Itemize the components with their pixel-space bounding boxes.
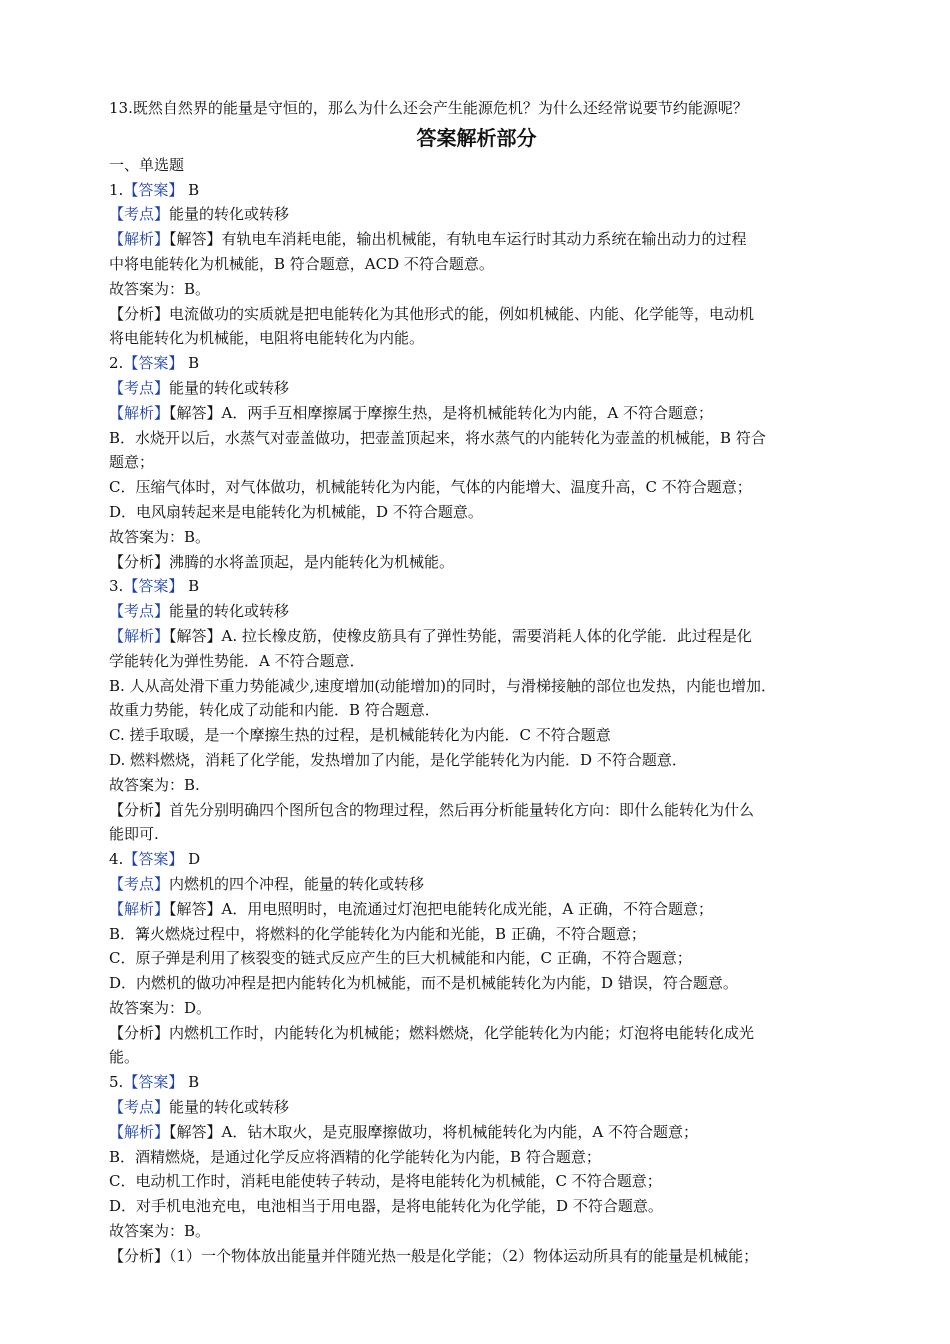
item-number: 3.: [109, 577, 124, 596]
fenxi-text: 沸腾的水将盖顶起，是内能转化为机械能。: [169, 552, 455, 571]
point-tag: 【考点】: [109, 874, 170, 893]
point-tag: 【考点】: [109, 378, 170, 397]
fenxi-text: 能。: [109, 1048, 140, 1067]
fenxi-line: [109, 798, 844, 823]
answer-line: [109, 178, 844, 203]
analysis-line: [109, 227, 844, 252]
page-title: 答案解析部分: [416, 125, 537, 150]
analysis-line: [109, 971, 844, 996]
fenxi-tag: 【分析】: [109, 1246, 170, 1265]
answer-tag: 【答案】: [123, 180, 184, 199]
answer-value: D: [183, 850, 201, 869]
analysis-line: [109, 401, 844, 426]
analysis-tag: 【解析】: [109, 403, 170, 422]
analysis-tag: 【解析】: [109, 1122, 170, 1141]
analysis-line: [109, 1120, 844, 1145]
analysis-text: A．钻木取火，是克服摩擦做功，将机械能转化为内能，A 不符合题意；: [221, 1122, 698, 1141]
point-line: [109, 376, 844, 401]
answer-line: [109, 847, 844, 872]
answer-tag: 【答案】: [123, 354, 184, 373]
final-answer: 故答案为：B.: [109, 775, 200, 794]
analysis-line: [109, 252, 844, 277]
analysis-text: 有轨电车消耗电能，输出机械能，有轨电车运行时其动力系统在输出动力的过程: [221, 230, 747, 249]
analysis-text: C．电动机工作时，消耗电能使转子转动，是将电能转化为机械能，C 不符合题意；: [109, 1172, 662, 1191]
analysis-text: 故重力势能，转化成了动能和内能．B 符合题意．: [109, 701, 440, 720]
item-number: 2.: [109, 354, 124, 373]
solve-tag: 【解答】: [169, 626, 222, 645]
answer-item: [109, 351, 844, 574]
analysis-text: B．篝火燃烧过程中，将燃料的化学能转化为内能和光能，B 正确，不符合题意；: [109, 924, 646, 943]
point-text: 能量的转化或转移: [169, 205, 290, 224]
analysis-text: A. 拉长橡皮筋，使橡皮筋具有了弹性势能，需要消耗人体的化学能．此过程是化: [221, 626, 752, 645]
analysis-text: D．内燃机的做功冲程是把内能转化为机械能，而不是机械能转化为内能，D 错误，符合题意。: [109, 974, 738, 993]
answer-tag: 【答案】: [123, 1073, 184, 1092]
section-heading: 一、单选题: [109, 155, 185, 174]
analysis-text: A．两手互相摩擦属于摩擦生热，是将机械能转化为内能，A 不符合题意；: [221, 403, 713, 422]
analysis-line: [109, 624, 844, 649]
answer-value: B: [183, 577, 200, 596]
fenxi-line: [109, 326, 844, 351]
analysis-text: C. 搓手取暖，是一个摩擦生热的过程，是机械能转化为内能．C 不符合题意: [109, 726, 611, 745]
answer-value: B: [183, 354, 200, 373]
analysis-text: D．电风扇转起来是电能转化为机械能，D 不符合题意。: [109, 502, 483, 521]
answer-value: B: [183, 180, 200, 199]
analysis-text: D. 燃料燃烧，消耗了化学能，发热增加了内能，是化学能转化为内能．D 不符合题意．: [109, 750, 687, 769]
answer-line: [109, 1070, 844, 1095]
answer-tag: 【答案】: [123, 850, 184, 869]
fenxi-tag: 【分析】: [109, 800, 170, 819]
point-text: 能量的转化或转移: [169, 1098, 290, 1117]
point-line: [109, 872, 844, 897]
fenxi-text: 内燃机工作时，内能转化为机械能；燃料燃烧，化学能转化为内能；灯泡将电能转化成光: [169, 1023, 755, 1042]
answer-item: [109, 1070, 844, 1268]
solve-tag: 【解答】: [169, 230, 222, 249]
fenxi-text: （1）一个物体放出能量并伴随光热一般是化学能；（2）物体运动所具有的能量是机械能；: [169, 1246, 759, 1265]
analysis-line: [109, 1145, 844, 1170]
fenxi-line: [109, 822, 844, 847]
answer-line: [109, 351, 844, 376]
point-text: 内燃机的四个冲程，能量的转化或转移: [169, 874, 425, 893]
fenxi-line: [109, 302, 844, 327]
item-number: 5.: [109, 1073, 124, 1092]
answer-line: [109, 574, 844, 599]
point-line: [109, 1095, 844, 1120]
answer-item: [109, 574, 844, 847]
analysis-text: 题意；: [109, 453, 155, 472]
analysis-line: [109, 500, 844, 525]
analysis-line: [109, 1169, 844, 1194]
solve-tag: 【解答】: [169, 403, 222, 422]
fenxi-text: 将电能转化为机械能，电阻将电能转化为内能。: [109, 329, 425, 348]
fenxi-line: [109, 1021, 844, 1046]
solve-tag: 【解答】: [169, 1122, 222, 1141]
analysis-text: C．原子弹是利用了核裂变的链式反应产生的巨大机械能和内能，C 正确，不符合题意；: [109, 949, 692, 968]
analysis-tag: 【解析】: [109, 626, 170, 645]
analysis-text: B. 人从高处滑下重力势能减少,速度增加(动能增加)的同时，与滑梯接触的部位也发热，内能也增加．: [109, 676, 777, 695]
fenxi-line: [109, 1244, 844, 1269]
analysis-line: [109, 426, 844, 451]
point-text: 能量的转化或转移: [169, 378, 290, 397]
question-13: 13.既然自然界的能量是守恒的，那么为什么还会产生能源危机？为什么还经常说要节约能源呢？: [109, 99, 748, 117]
fenxi-tag: 【分析】: [109, 304, 170, 323]
analysis-tag: 【解析】: [109, 899, 170, 918]
point-tag: 【考点】: [109, 1098, 170, 1117]
analysis-text: C．压缩气体时，对气体做功，机械能转化为内能，气体的内能增大、温度升高，C 不符合题意；: [109, 478, 752, 497]
analysis-line: [109, 1194, 844, 1219]
analysis-text: 中将电能转化为机械能，B 符合题意，ACD 不符合题意。: [109, 254, 494, 273]
analysis-tag: 【解析】: [109, 230, 170, 249]
analysis-text: B．水烧开以后，水蒸气对壶盖做功，把壶盖顶起来，将水蒸气的内能转化为壶盖的机械能，B 符合: [109, 428, 766, 447]
fenxi-tag: 【分析】: [109, 552, 170, 571]
analysis-line: [109, 897, 844, 922]
fenxi-text: 首先分别明确四个图所包含的物理过程，然后再分析能量转化方向：即什么能转化为什么: [169, 800, 755, 819]
analysis-line: [109, 475, 844, 500]
final-answer: 故答案为：B。: [109, 279, 211, 298]
final-answer: 故答案为：B。: [109, 1222, 211, 1241]
point-line: [109, 599, 844, 624]
fenxi-line: [109, 550, 844, 575]
analysis-line: [109, 450, 844, 475]
analysis-line: [109, 723, 844, 748]
analysis-text: A．用电照明时，电流通过灯泡把电能转化成光能，A 正确，不符合题意；: [221, 899, 713, 918]
point-line: [109, 202, 844, 227]
analysis-line: [109, 674, 844, 699]
analysis-text: B．酒精燃烧，是通过化学反应将酒精的化学能转化为内能，B 符合题意；: [109, 1147, 601, 1166]
fenxi-tag: 【分析】: [109, 1023, 170, 1042]
fenxi-text: 电流做功的实质就是把电能转化为其他形式的能，例如机械能、内能、化学能等，电动机: [169, 304, 755, 323]
final-answer: 故答案为：D。: [109, 998, 212, 1017]
analysis-line: [109, 922, 844, 947]
fenxi-text: 能即可.: [109, 825, 159, 844]
analysis-text: D．对手机电池充电，电池相当于用电器，是将电能转化为化学能，D 不符合题意。: [109, 1197, 663, 1216]
item-number: 4.: [109, 850, 124, 869]
answer-value: B: [183, 1073, 200, 1092]
analysis-line: [109, 748, 844, 773]
answer-tag: 【答案】: [123, 577, 184, 596]
point-tag: 【考点】: [109, 205, 170, 224]
answer-list: [109, 178, 844, 1269]
document-page: [109, 96, 844, 1269]
solve-tag: 【解答】: [169, 899, 222, 918]
answer-item: [109, 847, 844, 1070]
analysis-line: [109, 946, 844, 971]
analysis-line: [109, 698, 844, 723]
point-text: 能量的转化或转移: [169, 602, 290, 621]
item-number: 1.: [109, 180, 124, 199]
point-tag: 【考点】: [109, 602, 170, 621]
answer-item: [109, 178, 844, 352]
fenxi-line: [109, 1045, 844, 1070]
analysis-text: 学能转化为弹性势能．A 不符合题意．: [109, 651, 365, 670]
analysis-line: [109, 649, 844, 674]
final-answer: 故答案为：B。: [109, 527, 211, 546]
